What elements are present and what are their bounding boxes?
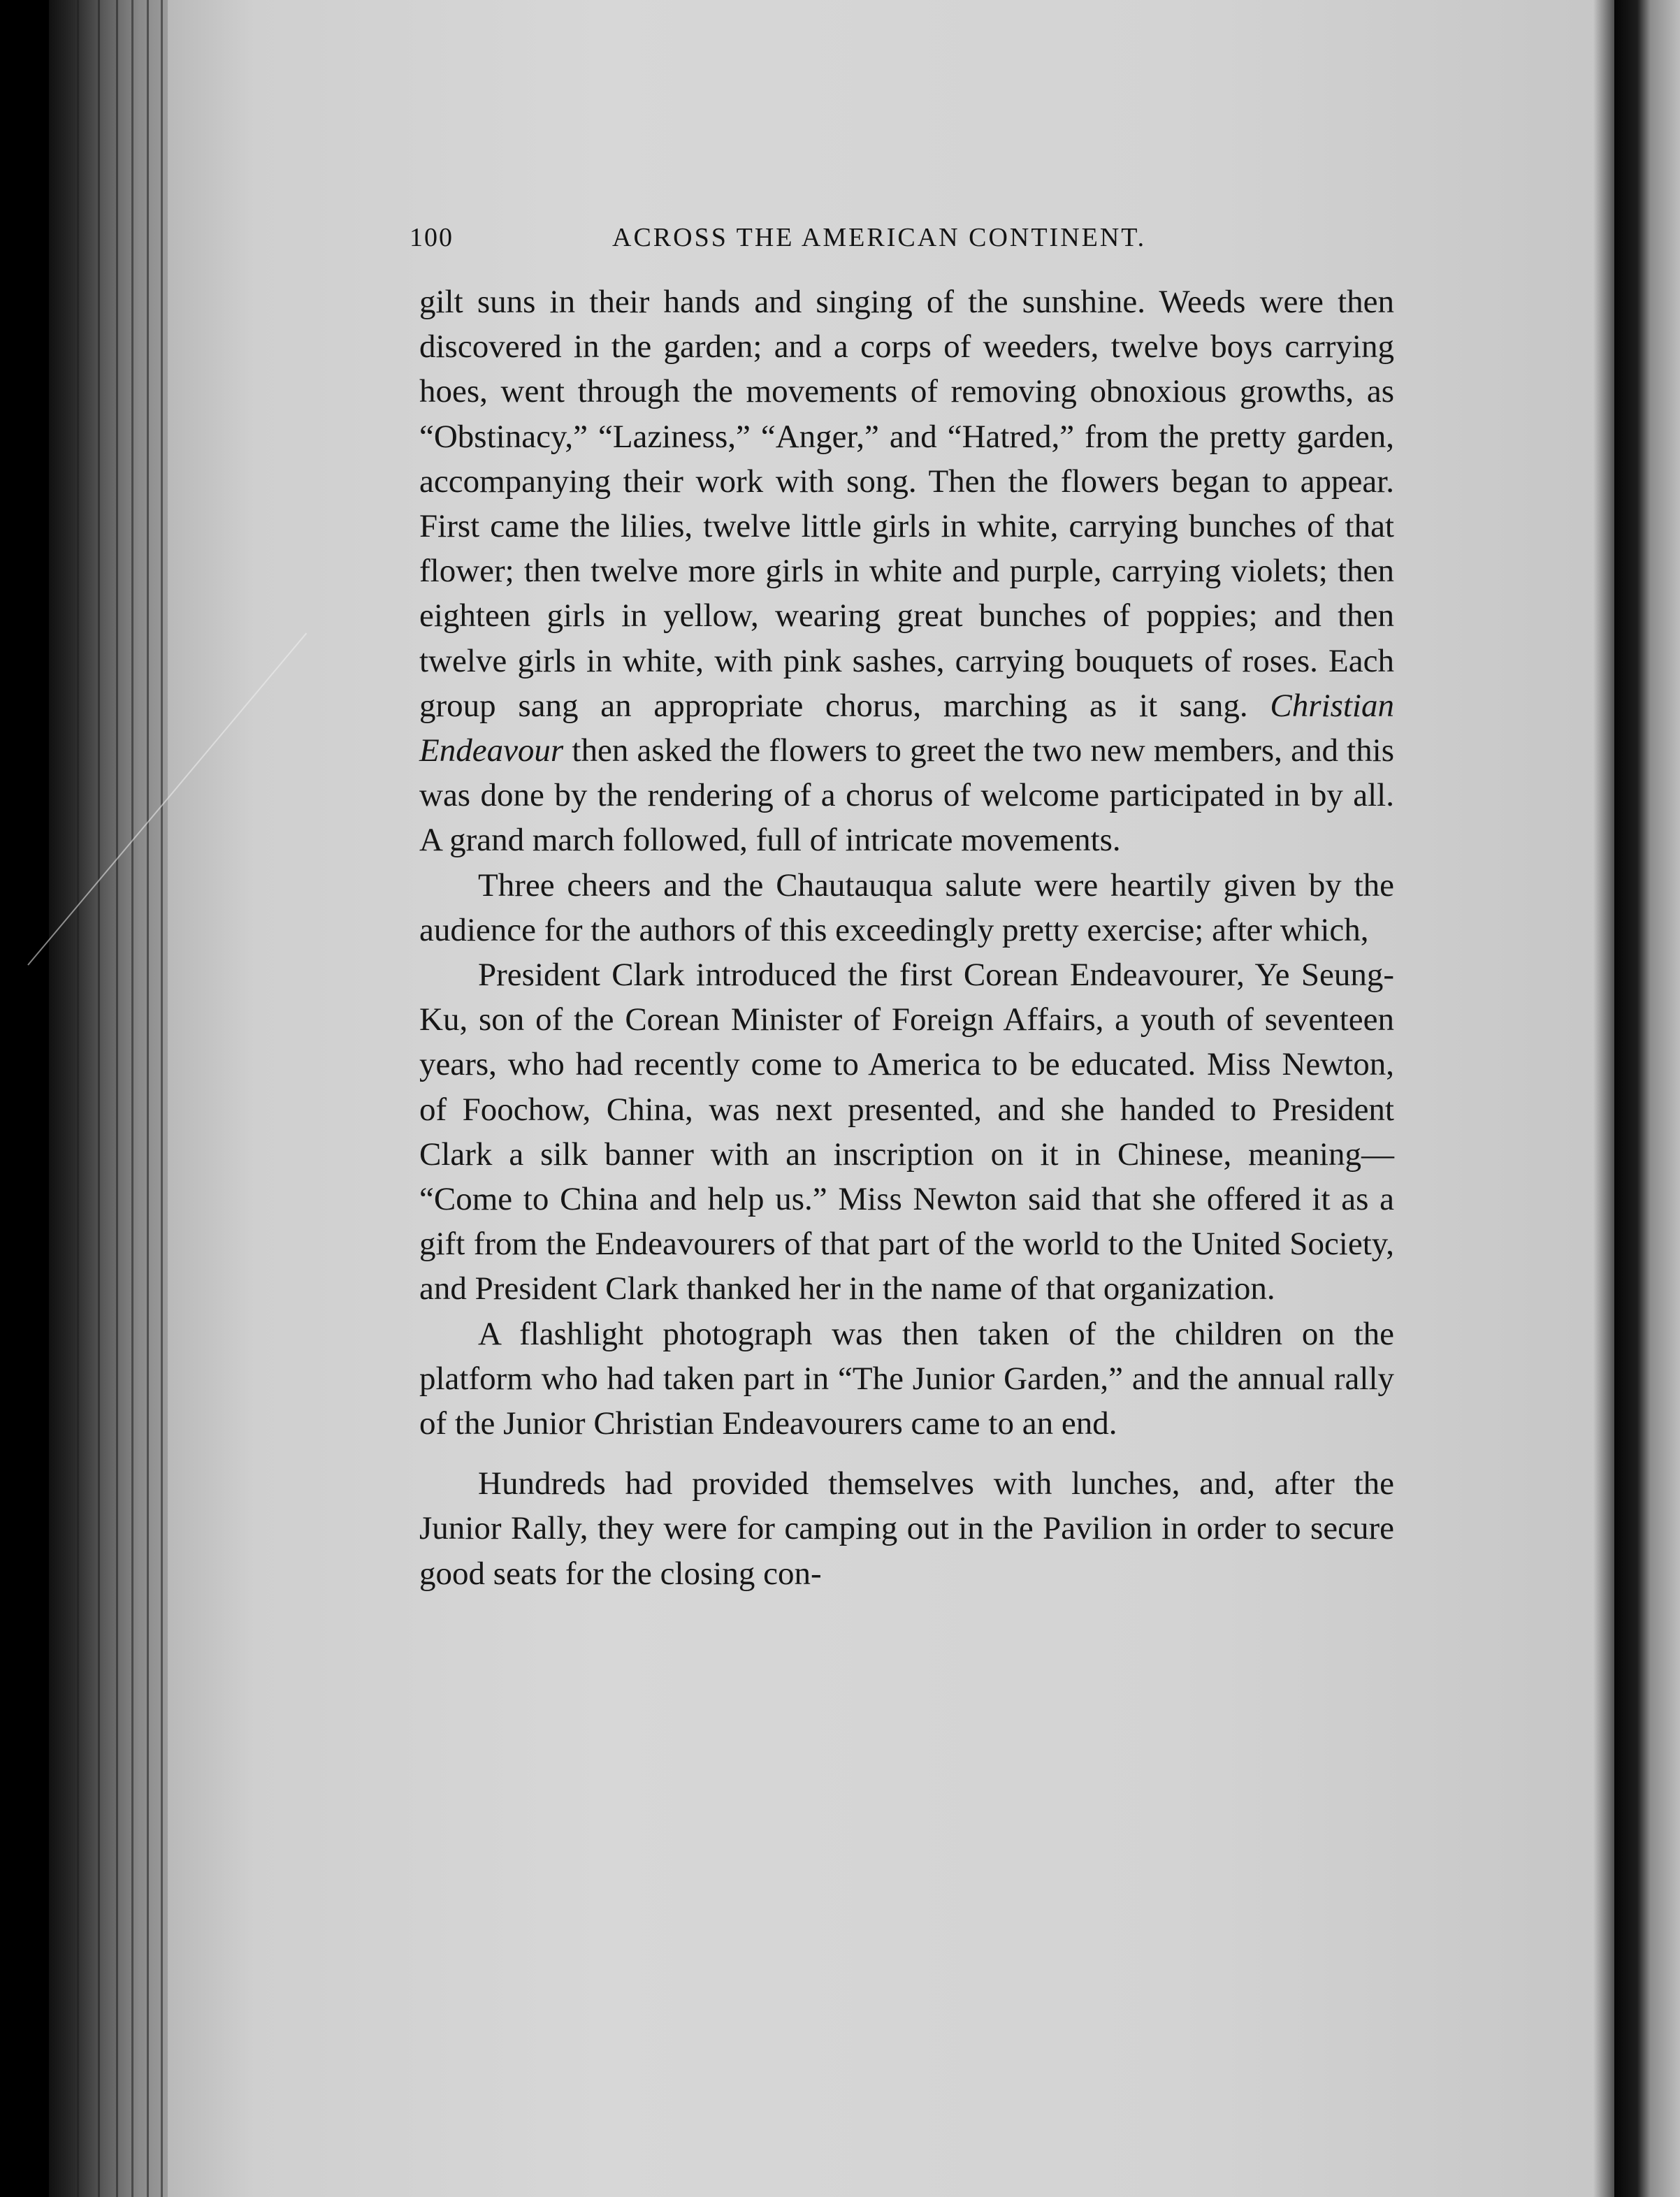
running-head [410, 222, 1199, 257]
book-title: ACROSS THE AMERICAN CONTINENT. [612, 223, 1147, 252]
italic-name: Christian Endeavour [419, 687, 1394, 769]
page-stack-line [161, 0, 163, 2197]
page-stack-line [131, 0, 133, 2197]
page-stack-line [98, 0, 100, 2197]
paragraph-text: then asked the flowers to greet the two new members, and this was done by the rendering of a chorus of welcome participated in by all. A grand march followed, full of intricate movements. [419, 732, 1395, 859]
page-number: 100 [410, 223, 454, 252]
paragraph: Hundreds had provided themselves with lunches, and, after the Junior Rally, they were for camping out in the Pavilion in order to secure good seats for the closing con- [419, 1465, 1394, 1592]
paragraph-text: gilt suns in their hands and singing of the sunshine. Weeds were then discovered in the garden; and a corps of weeders, twelve boys carrying hoes, went through the movements of removing obnoxious growths, as “Obstinacy,” “Laziness,” “Anger,” and “Hatred,” from the pretty garden, accompanying their work with song. Then the flowers began to appear. First came the lilies, twelve little girls in white, carrying bunches of that flower; then twelve more girls in white and purple, carrying violets; then eighteen girls in yellow, wearing great bunches of poppies; and then twelve girls in white, with pink sashes, carrying bouquets of roses. Each group sang an appropriate chorus, marching as it sang. [419, 284, 1394, 724]
paragraph [419, 280, 1394, 863]
right-gutter [1614, 0, 1680, 2197]
body-text [419, 280, 1394, 1596]
page-stack-line [147, 0, 149, 2197]
page-stack-line [77, 0, 79, 2197]
paragraph: A flashlight photograph was then taken of the children on the platform who had taken part in “The Junior Garden,” and the annual rally of the Junior Christian Endeavourers came to an end. [419, 1315, 1394, 1442]
binding-crease [1593, 0, 1614, 2197]
paragraph: President Clark introduced the first Corean Endeavourer, Ye Seung-Ku, son of the Corean Minister of Foreign Affairs, a youth of seventeen years, who had recently come to America to be educated. Miss Newton, of Foochow, China, was next presented, and she handed to President Clark a silk banner with an inscription on it in Chinese, meaning— “Come to China and help us.” Miss Newton said that she offered it as a gift from the Endeavourers of that part of the world to the United Society, and President Clark thanked her in the name of that organization. [419, 957, 1394, 1307]
paragraph: Three cheers and the Chautauqua salute were heartily given by the audience for the authors of this exceedingly pretty exercise; after which, [419, 867, 1394, 948]
page-stack-line [116, 0, 118, 2197]
